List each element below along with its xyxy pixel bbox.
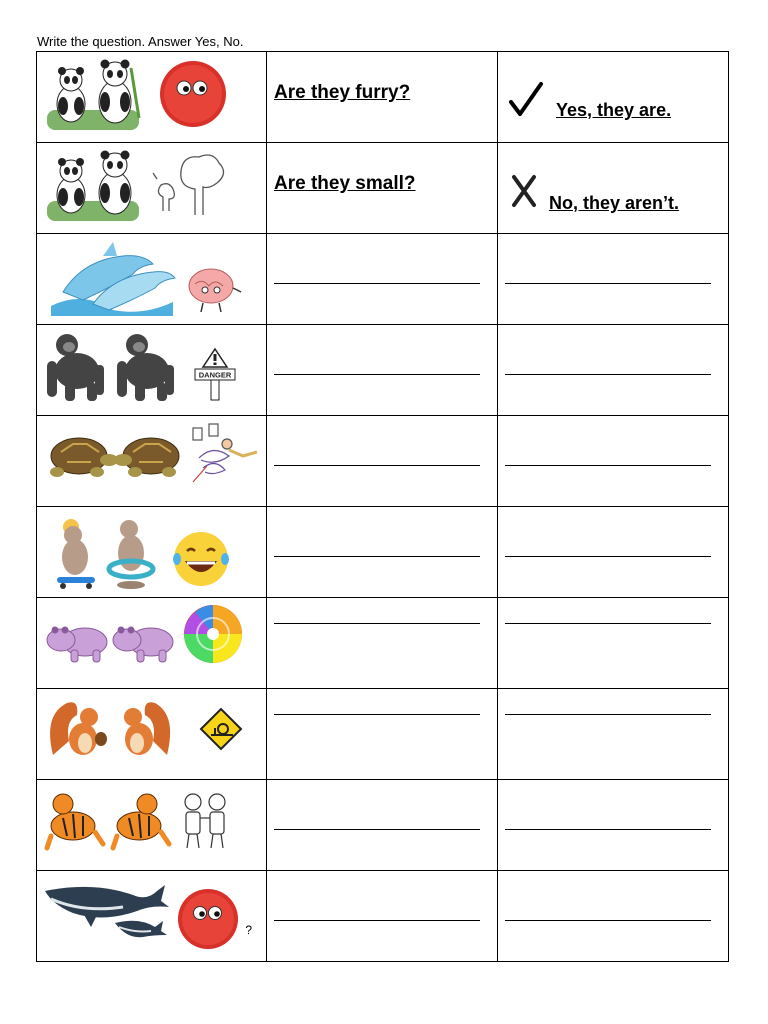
check-icon xyxy=(508,80,544,120)
writing-line[interactable] xyxy=(505,920,711,921)
writing-line[interactable] xyxy=(505,374,711,375)
table-row xyxy=(37,689,729,780)
answer-cell xyxy=(498,325,729,416)
answer-text: No, they aren’t. xyxy=(549,193,680,213)
seal-icon xyxy=(57,519,95,589)
friends-icon xyxy=(185,794,225,848)
tiger-icon xyxy=(47,794,103,848)
tiger-icon xyxy=(113,794,169,848)
answer-cell xyxy=(498,234,729,325)
tortoise-icon xyxy=(114,438,179,477)
red-furball-icon xyxy=(160,61,226,127)
picture-cell xyxy=(37,871,267,962)
picture-cell xyxy=(37,416,267,507)
table-row xyxy=(37,52,729,143)
question-cell xyxy=(267,325,498,416)
seal-icon xyxy=(109,520,153,589)
writing-line[interactable] xyxy=(505,829,711,830)
question-cell xyxy=(267,507,498,598)
brain-icon xyxy=(189,269,241,312)
writing-line[interactable] xyxy=(505,556,711,557)
writing-line[interactable] xyxy=(505,465,711,466)
hippo-icon xyxy=(47,627,107,662)
messy-desk-icon xyxy=(193,424,257,482)
writing-line[interactable] xyxy=(274,829,480,830)
picture-cell xyxy=(37,143,267,234)
red-furball-icon xyxy=(178,889,238,949)
answer-cell xyxy=(498,52,729,143)
answer-cell xyxy=(498,416,729,507)
answer-text: Yes, they are. xyxy=(556,100,672,120)
question-cell xyxy=(267,598,498,689)
writing-line[interactable] xyxy=(505,714,711,715)
table-row xyxy=(37,871,729,962)
question-cell xyxy=(267,689,498,780)
cross-icon xyxy=(508,171,544,211)
writing-line[interactable] xyxy=(274,374,480,375)
table-row xyxy=(37,143,729,234)
answer-cell xyxy=(498,507,729,598)
whale-calf-icon xyxy=(115,921,167,937)
writing-line[interactable] xyxy=(274,714,480,715)
danger-sign-icon xyxy=(195,349,235,400)
gorilla-icon xyxy=(117,334,174,401)
panda-icon xyxy=(99,151,131,215)
picture-cell xyxy=(37,689,267,780)
answer-cell xyxy=(498,780,729,871)
writing-line[interactable] xyxy=(274,920,480,921)
table-row xyxy=(37,507,729,598)
question-cell xyxy=(267,871,498,962)
table-row xyxy=(37,416,729,507)
writing-line[interactable] xyxy=(274,556,480,557)
laughing-emoji-icon xyxy=(173,532,229,586)
answer-cell xyxy=(498,143,729,234)
svg-text:DANGER: DANGER xyxy=(198,370,232,380)
question-text: Are they small? xyxy=(274,173,416,194)
question-cell xyxy=(267,143,498,234)
small-tree-icon xyxy=(153,155,224,215)
answer-cell xyxy=(498,871,729,962)
gorilla-icon xyxy=(47,334,104,401)
question-mark-note: ? xyxy=(245,923,252,937)
snail-sign-icon xyxy=(201,709,241,749)
picture-cell xyxy=(37,780,267,871)
picture-cell xyxy=(37,507,267,598)
writing-line[interactable] xyxy=(274,623,480,624)
picture-cell xyxy=(37,598,267,689)
answer-cell xyxy=(498,689,729,780)
question-text: Are they furry? xyxy=(274,82,411,103)
answer-cell xyxy=(498,598,729,689)
worksheet-table xyxy=(36,51,729,962)
rainbow-swirl-icon xyxy=(184,605,242,663)
squirrel-icon xyxy=(124,702,170,755)
writing-line[interactable] xyxy=(505,623,711,624)
writing-line[interactable] xyxy=(274,283,480,284)
question-cell xyxy=(267,234,498,325)
picture-cell xyxy=(37,325,267,416)
question-cell xyxy=(267,780,498,871)
hippo-icon xyxy=(113,627,173,662)
tortoise-icon xyxy=(50,438,118,477)
writing-line[interactable] xyxy=(274,465,480,466)
whale-icon xyxy=(45,885,169,927)
picture-cell xyxy=(37,234,267,325)
table-row xyxy=(37,234,729,325)
question-cell xyxy=(267,416,498,507)
squirrel-icon xyxy=(50,702,107,755)
table-row xyxy=(37,325,729,416)
question-cell xyxy=(267,52,498,143)
instructions: Write the question. Answer Yes, No. xyxy=(37,34,244,49)
table-row xyxy=(37,780,729,871)
table-row xyxy=(37,598,729,689)
picture-cell xyxy=(37,52,267,143)
writing-line[interactable] xyxy=(505,283,711,284)
